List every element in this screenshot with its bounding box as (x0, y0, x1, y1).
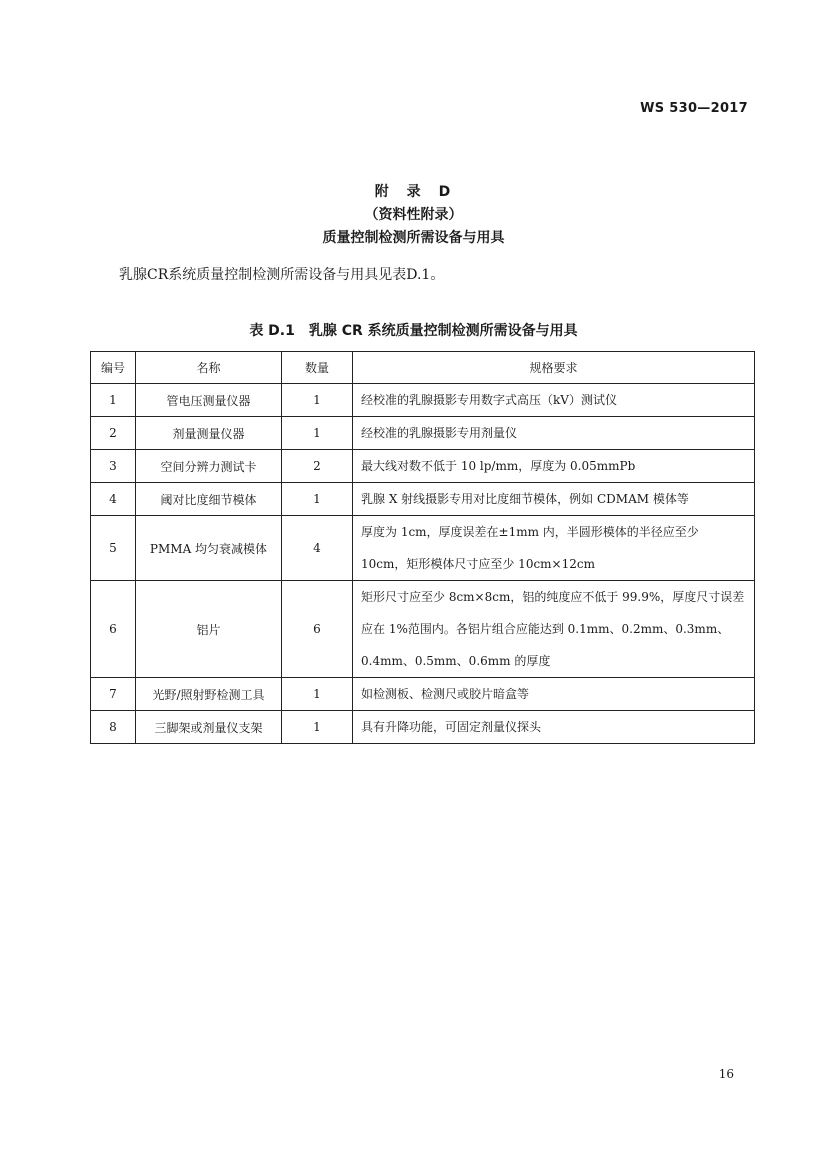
annex-nature: （资料性附录） (364, 207, 463, 223)
row-qty: 1 (282, 711, 353, 744)
table-row (91, 417, 755, 450)
row-requirement: 经校准的乳腺摄影专用剂量仪 (353, 417, 755, 450)
table-row (91, 516, 755, 581)
row-no: 1 (91, 384, 136, 417)
row-no: 6 (91, 581, 136, 678)
row-no: 8 (91, 711, 136, 744)
header-requirement: 规格要求 (353, 352, 755, 384)
row-name: 铝片 (136, 581, 282, 678)
table-row (91, 581, 755, 678)
row-requirement: 经校准的乳腺摄影专用数字式高压（kV）测试仪 (353, 384, 755, 417)
row-qty: 1 (282, 384, 353, 417)
row-requirement: 厚度为 1cm，厚度误差在±1mm 内，半圆形模体的半径应至少 10cm，矩形模体尺寸应至少 10cm×12cm (353, 516, 755, 581)
annex-label: 附 录 D (374, 184, 453, 200)
row-name: 空间分辨力测试卡 (136, 450, 282, 483)
table-row (91, 678, 755, 711)
row-qty: 4 (282, 516, 353, 581)
row-no: 7 (91, 678, 136, 711)
row-name: 光野/照射野检测工具 (136, 678, 282, 711)
row-requirement: 矩形尺寸应至少 8cm×8cm，铝的纯度应不低于 99.9%，厚度尺寸误差应在 1%范围内。各铝片组合应能达到 0.1mm、0.2mm、0.3mm、0.4mm、0.5mm、0.6mm 的厚度 (353, 581, 755, 678)
row-requirement: 具有升降功能，可固定剂量仪探头 (353, 711, 755, 744)
row-no: 5 (91, 516, 136, 581)
table-header-row (91, 352, 755, 384)
annex-title: 质量控制检测所需设备与用具 (322, 230, 505, 246)
row-qty: 1 (282, 678, 353, 711)
row-qty: 1 (282, 483, 353, 516)
header-no: 编号 (91, 352, 136, 384)
row-name: PMMA 均匀衰减模体 (136, 516, 282, 581)
page-number: 16 (718, 1067, 734, 1081)
table-row (91, 711, 755, 744)
row-name: 三脚架或剂量仪支架 (136, 711, 282, 744)
row-qty: 2 (282, 450, 353, 483)
intro-paragraph: 乳腺CR系统质量控制检测所需设备与用具见表D.1。 (119, 267, 445, 283)
row-qty: 6 (282, 581, 353, 678)
row-name: 剂量测量仪器 (136, 417, 282, 450)
row-requirement: 最大线对数不低于 10 lp/mm，厚度为 0.05mmPb (353, 450, 755, 483)
table-row (91, 450, 755, 483)
row-name: 阈对比度细节模体 (136, 483, 282, 516)
standard-code: WS 530—2017 (640, 101, 748, 116)
header-name: 名称 (136, 352, 282, 384)
row-requirement: 乳腺 X 射线摄影专用对比度细节模体，例如 CDMAM 模体等 (353, 483, 755, 516)
row-qty: 1 (282, 417, 353, 450)
table-row (91, 384, 755, 417)
table-caption: 表 D.1 乳腺 CR 系统质量控制检测所需设备与用具 (249, 323, 578, 339)
row-requirement: 如检测板、检测尺或胶片暗盒等 (353, 678, 755, 711)
row-no: 2 (91, 417, 136, 450)
row-name: 管电压测量仪器 (136, 384, 282, 417)
header-qty: 数量 (282, 352, 353, 384)
row-no: 3 (91, 450, 136, 483)
table-row (91, 483, 755, 516)
equipment-table (90, 351, 755, 744)
row-no: 4 (91, 483, 136, 516)
